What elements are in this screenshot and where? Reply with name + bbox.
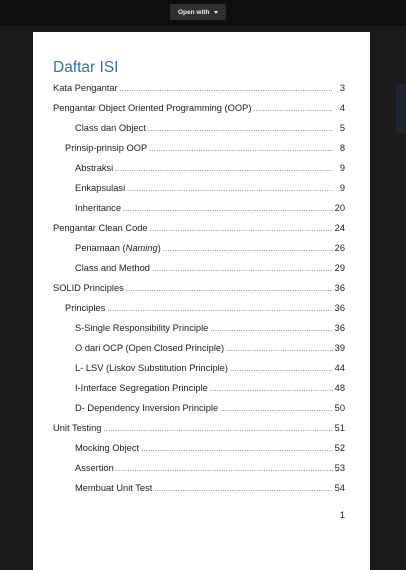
toc-entry-label bbox=[75, 198, 121, 218]
toc-entry-page: 26 bbox=[334, 243, 345, 253]
toc-entry-label-part: S-Single Responsibility Principle bbox=[75, 323, 209, 333]
toc-entry-label bbox=[75, 318, 208, 338]
toc-leader-dots bbox=[148, 120, 333, 140]
toc-entry-page: 29 bbox=[334, 263, 345, 273]
toc-entry-label-part: Naming bbox=[125, 243, 158, 253]
toc-entry[interactable] bbox=[53, 398, 345, 418]
toc-entry-label-part: Class dan Object bbox=[75, 123, 146, 133]
toc-leader-dots bbox=[141, 440, 333, 460]
toc-entry-page: 3 bbox=[339, 83, 345, 93]
toc-entry[interactable] bbox=[53, 378, 345, 398]
toc-entry[interactable] bbox=[53, 178, 345, 198]
toc-leader-dots bbox=[210, 380, 333, 400]
toc-entry-page: 51 bbox=[334, 423, 345, 433]
background-panel bbox=[396, 84, 406, 134]
toc-entry-label-part: Unit Testing bbox=[53, 423, 102, 433]
toc-leader-dots bbox=[116, 460, 333, 480]
toc-entry-label-part: L- LSV (Liskov Substitution Principle) bbox=[75, 363, 228, 373]
toc-entry-label-part: Pengantar Clean Code bbox=[53, 223, 148, 233]
toc-entry-label bbox=[75, 358, 228, 378]
toc-entry[interactable] bbox=[53, 418, 345, 438]
toc-entry-label bbox=[75, 118, 146, 138]
toc-entry-label bbox=[75, 158, 113, 178]
toc-entry-label bbox=[75, 478, 152, 498]
toc-entry-label-part: I-Interface Segregation Principle bbox=[75, 383, 208, 393]
toc-entry-label-part: Principles bbox=[65, 303, 106, 313]
toc-entry[interactable] bbox=[53, 138, 345, 158]
toc-leader-dots bbox=[154, 480, 332, 500]
toc-entry[interactable] bbox=[53, 338, 345, 358]
toc-entry[interactable] bbox=[53, 278, 345, 298]
toc-entry[interactable] bbox=[53, 298, 345, 318]
toc-leader-dots bbox=[149, 140, 333, 160]
toc-entry-label bbox=[75, 398, 218, 418]
toc-entry-page: 36 bbox=[334, 303, 345, 313]
toc-title: Daftar ISI bbox=[53, 59, 119, 76]
toc-leader-dots bbox=[230, 360, 333, 380]
toc-entry-label-part: SOLID Principles bbox=[53, 283, 124, 293]
toc-entry[interactable] bbox=[53, 238, 345, 258]
toc-leader-dots bbox=[123, 200, 333, 220]
toc-entry-label-part: Class and Method bbox=[75, 263, 150, 273]
toc-entry-label-part: Pengantar Object Oriented Programming (OOP) bbox=[53, 103, 252, 113]
toc-entry-label-part: Inheritance bbox=[75, 203, 121, 213]
toc-leader-dots bbox=[152, 260, 333, 280]
toc-entry-label bbox=[75, 258, 150, 278]
page-number: 1 bbox=[339, 510, 345, 520]
toc-entry-label bbox=[53, 218, 148, 238]
viewer-toolbar bbox=[0, 0, 406, 26]
toc-entry-page: 54 bbox=[334, 483, 345, 493]
toc-entry-label bbox=[65, 138, 147, 158]
toc-entry-label bbox=[75, 378, 208, 398]
toc-leader-dots bbox=[115, 160, 333, 180]
chevron-down-icon bbox=[214, 11, 218, 14]
toc-entry-page: 5 bbox=[339, 123, 345, 133]
toc-entry[interactable] bbox=[53, 258, 345, 278]
toc-leader-dots bbox=[226, 340, 333, 360]
table-of-contents bbox=[53, 78, 345, 498]
toc-leader-dots bbox=[163, 240, 333, 260]
toc-entry-label-part: Kata Pengantar bbox=[53, 83, 118, 93]
document-page bbox=[33, 32, 370, 570]
toc-entry[interactable] bbox=[53, 438, 345, 458]
toc-entry-page: 8 bbox=[339, 143, 345, 153]
toc-entry-page: 24 bbox=[334, 223, 345, 233]
toc-entry-page: 52 bbox=[334, 443, 345, 453]
toc-leader-dots bbox=[210, 320, 332, 340]
toc-leader-dots bbox=[220, 400, 333, 420]
open-with-label: Open with bbox=[178, 8, 210, 16]
toc-entry-label-part: Penamaan ( bbox=[75, 243, 126, 253]
toc-entry-label-part: ) bbox=[157, 243, 161, 253]
toc-entry-label bbox=[53, 418, 101, 438]
toc-entry-label bbox=[53, 98, 251, 118]
toc-entry[interactable] bbox=[53, 158, 345, 178]
toc-entry-label bbox=[53, 78, 118, 98]
toc-entry-page: 48 bbox=[334, 383, 345, 393]
toc-entry-label-part: D- Dependency Inversion Principle bbox=[75, 403, 219, 413]
toc-entry-page: 36 bbox=[334, 323, 345, 333]
toc-leader-dots bbox=[120, 80, 333, 100]
toc-leader-dots bbox=[107, 300, 332, 320]
toc-leader-dots bbox=[253, 100, 333, 120]
toc-entry-page: 39 bbox=[334, 343, 345, 353]
toc-entry-page: 53 bbox=[334, 463, 345, 473]
toc-entry-label bbox=[75, 338, 224, 358]
toc-entry-page: 9 bbox=[339, 183, 345, 193]
toc-leader-dots bbox=[126, 280, 333, 300]
toc-entry-label bbox=[75, 178, 125, 198]
toc-entry-label-part: Enkapsulasi bbox=[75, 183, 126, 193]
toc-entry-label-part: Assertion bbox=[75, 463, 114, 473]
toc-entry-page: 4 bbox=[339, 103, 345, 113]
toc-entry[interactable] bbox=[53, 458, 345, 478]
toc-entry-label bbox=[75, 238, 161, 258]
toc-entry[interactable] bbox=[53, 198, 345, 218]
toc-entry[interactable] bbox=[53, 358, 345, 378]
toc-entry-label bbox=[75, 458, 114, 478]
toc-entry[interactable] bbox=[53, 78, 345, 98]
open-with-button[interactable] bbox=[170, 4, 226, 20]
toc-entry[interactable] bbox=[53, 318, 345, 338]
toc-entry-label-part: Prinsip-prinsip OOP bbox=[65, 143, 148, 153]
toc-leader-dots bbox=[103, 420, 332, 440]
toc-entry-page: 36 bbox=[334, 283, 345, 293]
toc-entry-label-part: O dari OCP (Open Closed Principle) bbox=[75, 343, 225, 353]
toc-entry-label bbox=[53, 278, 124, 298]
toc-leader-dots bbox=[150, 220, 333, 240]
toc-entry-label-part: Mocking Object bbox=[75, 443, 140, 453]
toc-entry-label bbox=[75, 438, 139, 458]
toc-entry-page: 9 bbox=[339, 163, 345, 173]
toc-entry[interactable] bbox=[53, 98, 345, 118]
toc-entry-page: 20 bbox=[334, 203, 345, 213]
toc-entry[interactable] bbox=[53, 118, 345, 138]
toc-entry-label-part: Membuat Unit Test bbox=[75, 483, 153, 493]
toc-entry-page: 50 bbox=[334, 403, 345, 413]
toc-entry[interactable] bbox=[53, 478, 345, 498]
toc-entry[interactable] bbox=[53, 218, 345, 238]
toc-entry-label bbox=[65, 298, 105, 318]
toc-leader-dots bbox=[127, 180, 333, 200]
toc-entry-page: 44 bbox=[334, 363, 345, 373]
toc-entry-label-part: Abstraksi bbox=[75, 163, 114, 173]
